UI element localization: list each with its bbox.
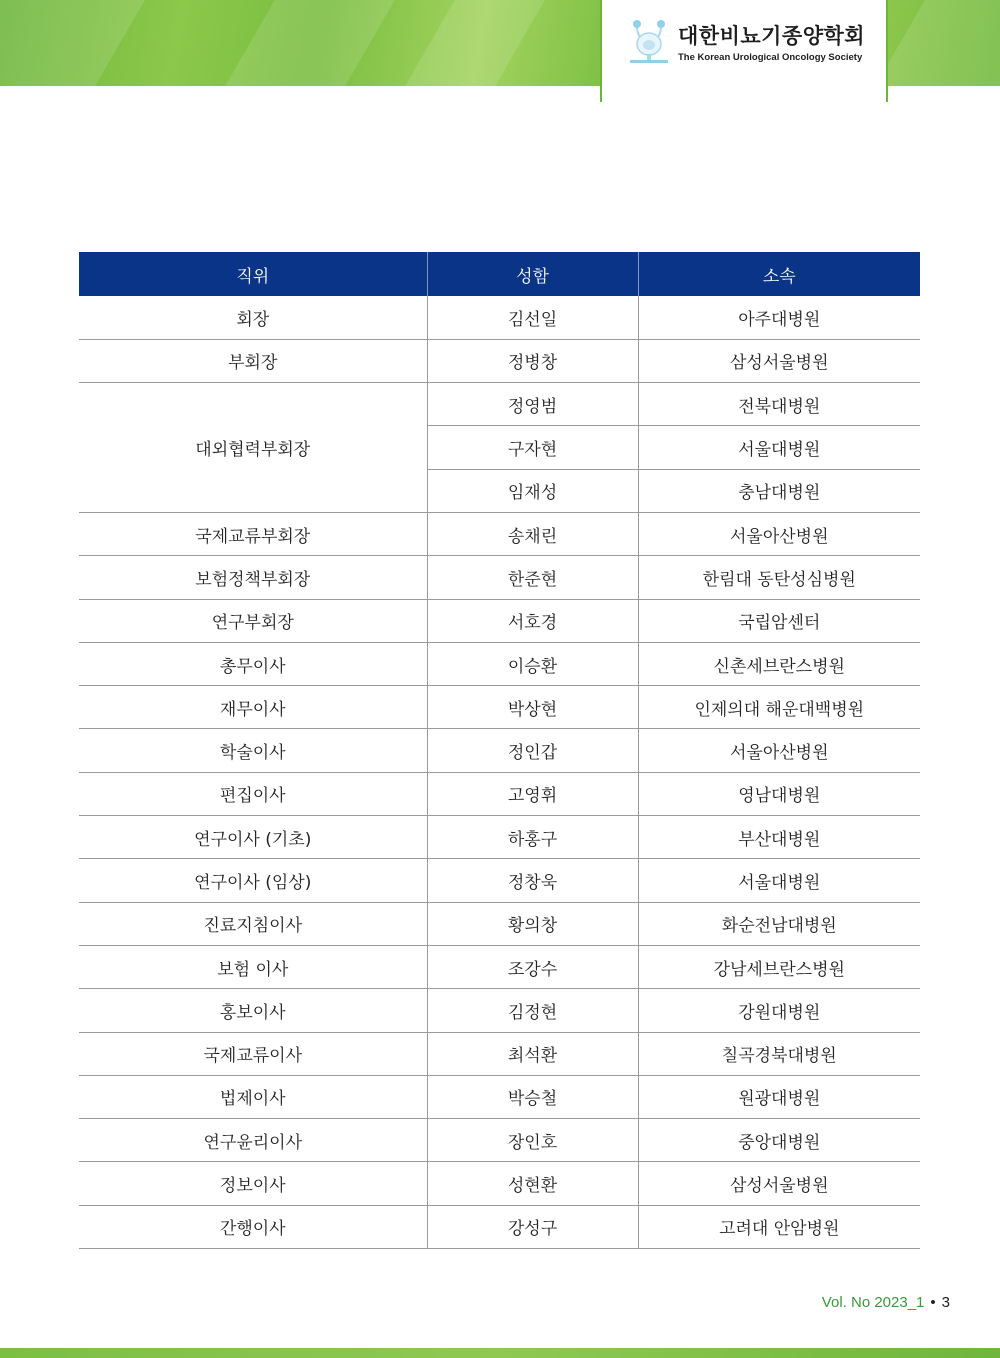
name-cell: 김선일 <box>427 296 638 339</box>
affiliation-cell: 영남대병원 <box>638 772 920 815</box>
name-cell: 정영범 <box>427 383 638 426</box>
name-cell: 장인호 <box>427 1119 638 1162</box>
society-logo-icon <box>628 18 670 66</box>
affiliation-cell: 강남세브란스병원 <box>638 945 920 988</box>
officers-table <box>79 252 920 1249</box>
name-cell: 조강수 <box>427 945 638 988</box>
affiliation-cell: 강원대병원 <box>638 989 920 1032</box>
table-row <box>79 1162 920 1205</box>
position-cell: 정보이사 <box>79 1162 427 1205</box>
position-cell: 연구이사 (기초) <box>79 816 427 859</box>
logo-box <box>600 0 888 102</box>
position-cell: 재무이사 <box>79 686 427 729</box>
name-cell: 정창욱 <box>427 859 638 902</box>
table-row <box>79 296 920 339</box>
table-row <box>79 816 920 859</box>
name-cell: 김정현 <box>427 989 638 1032</box>
table-row <box>79 1119 920 1162</box>
page-footer <box>822 1294 950 1311</box>
position-cell: 보험 이사 <box>79 945 427 988</box>
position-cell-merged: 대외협력부회장 <box>79 383 427 513</box>
affiliation-cell: 전북대병원 <box>638 383 920 426</box>
position-cell: 연구부회장 <box>79 599 427 642</box>
table-row <box>79 989 920 1032</box>
affiliation-cell: 서울아산병원 <box>638 729 920 772</box>
position-cell: 학술이사 <box>79 729 427 772</box>
column-header-position: 직위 <box>79 252 427 296</box>
position-cell: 간행이사 <box>79 1205 427 1248</box>
table-row <box>79 859 920 902</box>
name-cell: 한준현 <box>427 556 638 599</box>
bottom-bar <box>0 1348 1000 1358</box>
affiliation-cell: 삼성서울병원 <box>638 339 920 382</box>
banner-facet <box>225 0 395 86</box>
org-name-english: The Korean Urological Oncology Society <box>678 52 863 63</box>
position-cell: 홍보이사 <box>79 989 427 1032</box>
banner-facet <box>0 0 145 86</box>
name-cell: 고영휘 <box>427 772 638 815</box>
table-row <box>79 1032 920 1075</box>
table-row <box>79 772 920 815</box>
affiliation-cell: 서울대병원 <box>638 426 920 469</box>
name-cell: 박상현 <box>427 686 638 729</box>
name-cell: 강성구 <box>427 1205 638 1248</box>
column-header-name: 성함 <box>427 252 638 296</box>
affiliation-cell: 한림대 동탄성심병원 <box>638 556 920 599</box>
affiliation-cell: 인제의대 해운대백병원 <box>638 686 920 729</box>
volume-label: Vol. No 2023_1 <box>821 1294 925 1311</box>
position-cell: 법제이사 <box>79 1075 427 1118</box>
banner-facet <box>875 0 1000 86</box>
position-cell: 보험정책부회장 <box>79 556 427 599</box>
table-row <box>79 556 920 599</box>
affiliation-cell: 화순전남대병원 <box>638 902 920 945</box>
table-row <box>79 339 920 382</box>
affiliation-cell: 국립암센터 <box>638 599 920 642</box>
name-cell: 구자현 <box>427 426 638 469</box>
footer-separator: • <box>930 1294 936 1311</box>
name-cell: 임재성 <box>427 469 638 512</box>
table-row <box>79 686 920 729</box>
name-cell: 정병창 <box>427 339 638 382</box>
table-row <box>79 729 920 772</box>
table-header <box>79 252 920 296</box>
position-cell: 회장 <box>79 296 427 339</box>
affiliation-cell: 삼성서울병원 <box>638 1162 920 1205</box>
affiliation-cell: 신촌세브란스병원 <box>638 642 920 685</box>
table-row <box>79 945 920 988</box>
table-body <box>79 296 920 1249</box>
position-cell: 부회장 <box>79 339 427 382</box>
table-row <box>79 642 920 685</box>
table-row <box>79 383 920 426</box>
affiliation-cell: 부산대병원 <box>638 816 920 859</box>
name-cell: 서호경 <box>427 599 638 642</box>
org-name-korean: 대한비뇨기종양학회 <box>678 24 866 48</box>
position-cell: 총무이사 <box>79 642 427 685</box>
table-row <box>79 1205 920 1248</box>
affiliation-cell: 원광대병원 <box>638 1075 920 1118</box>
column-header-affiliation: 소속 <box>638 252 920 296</box>
table-row <box>79 902 920 945</box>
position-cell: 편집이사 <box>79 772 427 815</box>
banner-facet <box>405 0 545 86</box>
name-cell: 이승환 <box>427 642 638 685</box>
header-row <box>79 252 920 296</box>
page-number: 3 <box>941 1294 950 1311</box>
table-row <box>79 599 920 642</box>
affiliation-cell: 고려대 안암병원 <box>638 1205 920 1248</box>
position-cell: 연구이사 (임상) <box>79 859 427 902</box>
table-row <box>79 512 920 555</box>
name-cell: 송채린 <box>427 512 638 555</box>
affiliation-cell: 서울아산병원 <box>638 512 920 555</box>
name-cell: 정인갑 <box>427 729 638 772</box>
affiliation-cell: 칠곡경북대병원 <box>638 1032 920 1075</box>
position-cell: 연구윤리이사 <box>79 1119 427 1162</box>
name-cell: 하홍구 <box>427 816 638 859</box>
position-cell: 국제교류부회장 <box>79 512 427 555</box>
name-cell: 성현환 <box>427 1162 638 1205</box>
affiliation-cell: 아주대병원 <box>638 296 920 339</box>
affiliation-cell: 충남대병원 <box>638 469 920 512</box>
affiliation-cell: 서울대병원 <box>638 859 920 902</box>
name-cell: 박승철 <box>427 1075 638 1118</box>
position-cell: 국제교류이사 <box>79 1032 427 1075</box>
name-cell: 황의창 <box>427 902 638 945</box>
table-row <box>79 1075 920 1118</box>
position-cell: 진료지침이사 <box>79 902 427 945</box>
affiliation-cell: 중앙대병원 <box>638 1119 920 1162</box>
name-cell: 최석환 <box>427 1032 638 1075</box>
